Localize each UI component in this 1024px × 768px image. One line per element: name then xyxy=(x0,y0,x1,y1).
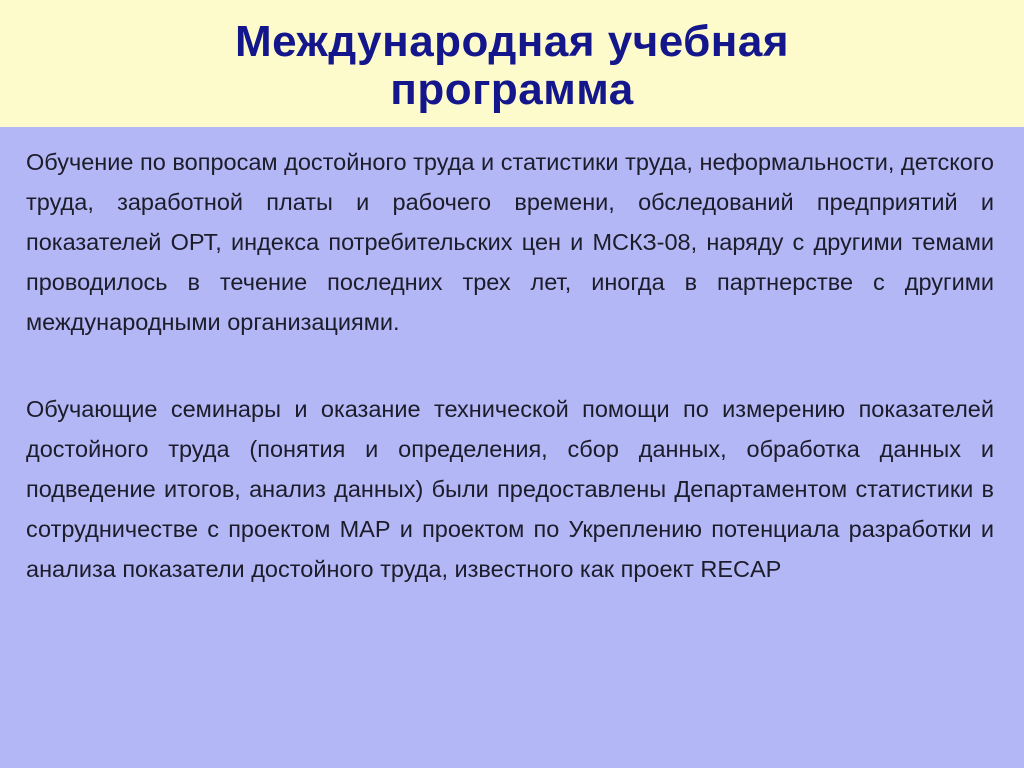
slide-title xyxy=(0,18,1024,114)
title-band xyxy=(0,0,1024,127)
slide-title-line-2: программа xyxy=(390,65,634,114)
slide-body xyxy=(26,142,994,589)
paragraph-seminars: Обучающие семинары и оказание технической помощи по измерению показателей достойного труда (понятия и определения, сбор данных, обработка данных и подведение итогов, анализ данных) были предоставлены Департаментом статистики в сотрудничестве с проектом МАР и проектом по Укреплению потенциала разработки и анализа показатели достойного труда, известного как проект RECAP xyxy=(26,396,994,582)
slide-title-line-1: Международная учебная xyxy=(234,17,790,66)
paragraph-training: Обучение по вопросам достойного труда и статистики труда, неформальности, детского труда, заработной платы и рабочего времени, обследований предприятий и показателей ОРТ, индекса потребительских цен и МСКЗ-08, наряду с другими темами проводилось в течение последних трех лет, иногда в партнерстве с другими международными организациями. xyxy=(26,149,994,335)
